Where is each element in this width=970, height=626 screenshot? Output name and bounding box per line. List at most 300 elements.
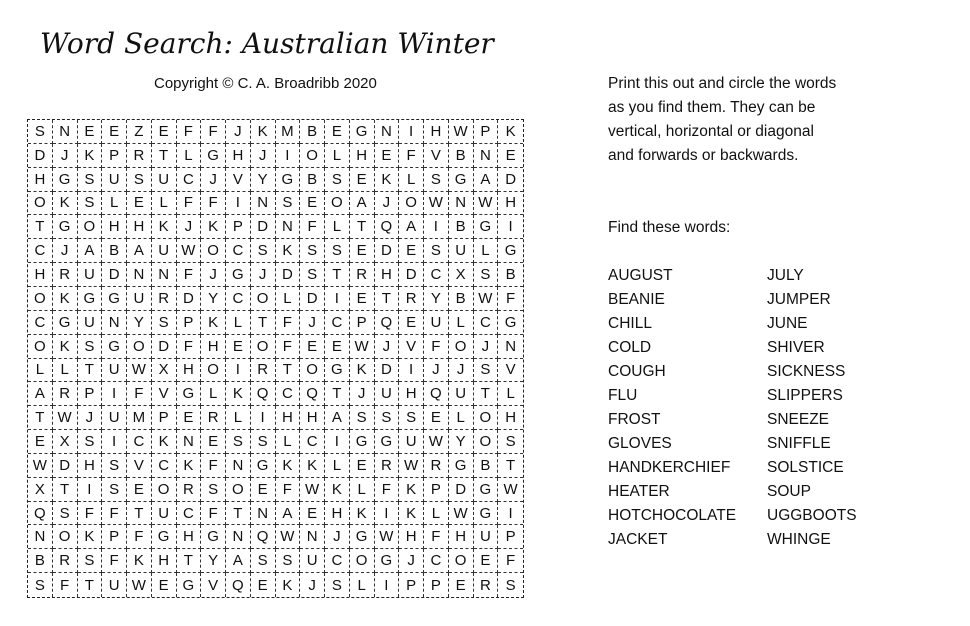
grid-cell[interactable]: S bbox=[300, 263, 325, 287]
grid-cell[interactable]: F bbox=[127, 525, 152, 549]
grid-cell[interactable]: G bbox=[177, 573, 202, 597]
grid-cell[interactable]: S bbox=[375, 406, 400, 430]
grid-cell[interactable]: C bbox=[424, 263, 449, 287]
grid-cell[interactable]: S bbox=[78, 192, 103, 216]
grid-cell[interactable]: K bbox=[276, 573, 301, 597]
grid-cell[interactable]: P bbox=[152, 406, 177, 430]
grid-cell[interactable]: F bbox=[53, 573, 78, 597]
grid-cell[interactable]: I bbox=[102, 382, 127, 406]
grid-cell[interactable]: W bbox=[449, 502, 474, 526]
grid-cell[interactable]: O bbox=[28, 335, 53, 359]
grid-cell[interactable]: F bbox=[102, 502, 127, 526]
grid-cell[interactable]: C bbox=[474, 311, 499, 335]
grid-cell[interactable]: C bbox=[28, 311, 53, 335]
grid-cell[interactable]: J bbox=[350, 382, 375, 406]
grid-cell[interactable]: S bbox=[53, 502, 78, 526]
grid-cell[interactable]: G bbox=[152, 525, 177, 549]
word-search-grid[interactable] bbox=[27, 119, 524, 598]
grid-cell[interactable]: M bbox=[276, 120, 301, 144]
grid-cell[interactable]: J bbox=[399, 549, 424, 573]
grid-cell[interactable]: B bbox=[474, 454, 499, 478]
grid-cell[interactable]: G bbox=[474, 215, 499, 239]
grid-cell[interactable]: L bbox=[350, 478, 375, 502]
grid-cell[interactable]: B bbox=[28, 549, 53, 573]
grid-cell[interactable]: T bbox=[53, 478, 78, 502]
grid-cell[interactable]: U bbox=[474, 525, 499, 549]
grid-cell[interactable]: L bbox=[449, 311, 474, 335]
grid-cell[interactable]: L bbox=[449, 406, 474, 430]
grid-cell[interactable]: E bbox=[498, 144, 523, 168]
grid-cell[interactable]: W bbox=[350, 335, 375, 359]
grid-cell[interactable]: E bbox=[226, 335, 251, 359]
grid-cell[interactable]: B bbox=[449, 144, 474, 168]
grid-cell[interactable]: W bbox=[53, 406, 78, 430]
grid-cell[interactable]: O bbox=[325, 192, 350, 216]
grid-cell[interactable]: N bbox=[102, 311, 127, 335]
grid-cell[interactable]: K bbox=[350, 359, 375, 383]
grid-cell[interactable]: S bbox=[201, 478, 226, 502]
grid-cell[interactable]: B bbox=[300, 120, 325, 144]
grid-cell[interactable]: E bbox=[177, 406, 202, 430]
grid-cell[interactable]: O bbox=[28, 287, 53, 311]
grid-cell[interactable]: S bbox=[300, 239, 325, 263]
grid-cell[interactable]: G bbox=[350, 120, 375, 144]
grid-cell[interactable]: G bbox=[498, 239, 523, 263]
grid-cell[interactable]: C bbox=[177, 502, 202, 526]
grid-cell[interactable]: S bbox=[251, 430, 276, 454]
grid-cell[interactable]: J bbox=[201, 263, 226, 287]
grid-cell[interactable]: K bbox=[399, 478, 424, 502]
grid-cell[interactable]: O bbox=[251, 335, 276, 359]
grid-cell[interactable]: L bbox=[177, 144, 202, 168]
grid-cell[interactable]: K bbox=[78, 525, 103, 549]
grid-cell[interactable]: S bbox=[78, 335, 103, 359]
grid-cell[interactable]: L bbox=[102, 192, 127, 216]
grid-cell[interactable]: G bbox=[449, 454, 474, 478]
grid-cell[interactable]: E bbox=[474, 549, 499, 573]
grid-cell[interactable]: U bbox=[449, 239, 474, 263]
grid-cell[interactable]: J bbox=[251, 144, 276, 168]
grid-cell[interactable]: A bbox=[78, 239, 103, 263]
grid-cell[interactable]: N bbox=[276, 215, 301, 239]
grid-cell[interactable]: E bbox=[350, 454, 375, 478]
grid-cell[interactable]: T bbox=[474, 382, 499, 406]
grid-cell[interactable]: U bbox=[449, 382, 474, 406]
grid-cell[interactable]: U bbox=[78, 263, 103, 287]
grid-cell[interactable]: Q bbox=[251, 382, 276, 406]
grid-cell[interactable]: D bbox=[300, 287, 325, 311]
grid-cell[interactable]: C bbox=[177, 168, 202, 192]
grid-cell[interactable]: K bbox=[152, 215, 177, 239]
grid-cell[interactable]: L bbox=[226, 406, 251, 430]
grid-cell[interactable]: S bbox=[424, 239, 449, 263]
grid-cell[interactable]: V bbox=[201, 573, 226, 597]
grid-cell[interactable]: L bbox=[276, 430, 301, 454]
grid-cell[interactable]: G bbox=[325, 359, 350, 383]
grid-cell[interactable]: S bbox=[424, 168, 449, 192]
grid-cell[interactable]: H bbox=[498, 192, 523, 216]
grid-cell[interactable]: G bbox=[375, 549, 400, 573]
grid-cell[interactable]: D bbox=[276, 263, 301, 287]
grid-cell[interactable]: R bbox=[177, 478, 202, 502]
grid-cell[interactable]: E bbox=[350, 239, 375, 263]
grid-cell[interactable]: J bbox=[78, 406, 103, 430]
grid-cell[interactable]: L bbox=[424, 502, 449, 526]
grid-cell[interactable]: P bbox=[102, 525, 127, 549]
grid-cell[interactable]: I bbox=[325, 430, 350, 454]
grid-cell[interactable]: U bbox=[152, 239, 177, 263]
grid-cell[interactable]: G bbox=[78, 287, 103, 311]
grid-cell[interactable]: N bbox=[127, 263, 152, 287]
grid-cell[interactable]: J bbox=[201, 168, 226, 192]
grid-cell[interactable]: B bbox=[449, 215, 474, 239]
grid-cell[interactable]: U bbox=[102, 406, 127, 430]
grid-cell[interactable]: P bbox=[102, 144, 127, 168]
grid-cell[interactable]: R bbox=[424, 454, 449, 478]
grid-cell[interactable]: I bbox=[102, 430, 127, 454]
grid-cell[interactable]: L bbox=[350, 573, 375, 597]
grid-cell[interactable]: V bbox=[127, 454, 152, 478]
grid-cell[interactable]: J bbox=[300, 573, 325, 597]
grid-cell[interactable]: G bbox=[474, 478, 499, 502]
grid-cell[interactable]: U bbox=[127, 287, 152, 311]
grid-cell[interactable]: D bbox=[498, 168, 523, 192]
grid-cell[interactable]: Z bbox=[127, 120, 152, 144]
grid-cell[interactable]: E bbox=[300, 192, 325, 216]
grid-cell[interactable]: F bbox=[276, 311, 301, 335]
grid-cell[interactable]: L bbox=[399, 168, 424, 192]
grid-cell[interactable]: T bbox=[325, 263, 350, 287]
grid-cell[interactable]: D bbox=[375, 239, 400, 263]
grid-cell[interactable]: W bbox=[375, 525, 400, 549]
grid-cell[interactable]: K bbox=[53, 335, 78, 359]
grid-cell[interactable]: E bbox=[251, 573, 276, 597]
grid-cell[interactable]: C bbox=[28, 239, 53, 263]
grid-cell[interactable]: Q bbox=[226, 573, 251, 597]
grid-cell[interactable]: T bbox=[498, 454, 523, 478]
grid-cell[interactable]: K bbox=[201, 311, 226, 335]
grid-cell[interactable]: H bbox=[177, 359, 202, 383]
grid-cell[interactable]: U bbox=[152, 502, 177, 526]
grid-cell[interactable]: F bbox=[177, 192, 202, 216]
grid-cell[interactable]: I bbox=[375, 502, 400, 526]
grid-cell[interactable]: F bbox=[201, 120, 226, 144]
grid-cell[interactable]: G bbox=[53, 215, 78, 239]
grid-cell[interactable]: F bbox=[375, 478, 400, 502]
grid-cell[interactable]: R bbox=[375, 454, 400, 478]
grid-cell[interactable]: T bbox=[78, 573, 103, 597]
grid-cell[interactable]: A bbox=[474, 168, 499, 192]
grid-cell[interactable]: O bbox=[53, 525, 78, 549]
grid-cell[interactable]: F bbox=[424, 335, 449, 359]
grid-cell[interactable]: V bbox=[498, 359, 523, 383]
grid-cell[interactable]: K bbox=[177, 454, 202, 478]
grid-cell[interactable]: A bbox=[276, 502, 301, 526]
grid-cell[interactable]: I bbox=[226, 192, 251, 216]
grid-cell[interactable]: G bbox=[498, 311, 523, 335]
grid-cell[interactable]: E bbox=[325, 335, 350, 359]
grid-cell[interactable]: L bbox=[325, 215, 350, 239]
grid-cell[interactable]: E bbox=[152, 573, 177, 597]
grid-cell[interactable]: P bbox=[350, 311, 375, 335]
grid-cell[interactable]: I bbox=[399, 120, 424, 144]
grid-cell[interactable]: T bbox=[226, 502, 251, 526]
grid-cell[interactable]: S bbox=[78, 549, 103, 573]
grid-cell[interactable]: W bbox=[498, 478, 523, 502]
grid-cell[interactable]: G bbox=[102, 287, 127, 311]
grid-cell[interactable]: O bbox=[474, 406, 499, 430]
grid-cell[interactable]: W bbox=[28, 454, 53, 478]
grid-cell[interactable]: F bbox=[300, 215, 325, 239]
grid-cell[interactable]: W bbox=[424, 430, 449, 454]
grid-cell[interactable]: S bbox=[498, 430, 523, 454]
grid-cell[interactable]: I bbox=[399, 359, 424, 383]
grid-cell[interactable]: G bbox=[474, 502, 499, 526]
grid-cell[interactable]: R bbox=[53, 263, 78, 287]
grid-cell[interactable]: Y bbox=[201, 549, 226, 573]
grid-cell[interactable]: T bbox=[375, 287, 400, 311]
grid-cell[interactable]: Y bbox=[201, 287, 226, 311]
grid-cell[interactable]: S bbox=[276, 192, 301, 216]
grid-cell[interactable]: D bbox=[53, 454, 78, 478]
grid-cell[interactable]: E bbox=[325, 120, 350, 144]
grid-cell[interactable]: O bbox=[78, 215, 103, 239]
grid-cell[interactable]: A bbox=[350, 192, 375, 216]
grid-cell[interactable]: U bbox=[102, 359, 127, 383]
grid-cell[interactable]: J bbox=[325, 525, 350, 549]
grid-cell[interactable]: K bbox=[201, 215, 226, 239]
grid-cell[interactable]: H bbox=[226, 144, 251, 168]
grid-cell[interactable]: E bbox=[152, 120, 177, 144]
grid-cell[interactable]: B bbox=[300, 168, 325, 192]
grid-cell[interactable]: T bbox=[78, 359, 103, 383]
grid-cell[interactable]: V bbox=[226, 168, 251, 192]
grid-cell[interactable]: S bbox=[78, 168, 103, 192]
grid-cell[interactable]: P bbox=[399, 573, 424, 597]
grid-cell[interactable]: S bbox=[152, 311, 177, 335]
grid-cell[interactable]: U bbox=[78, 311, 103, 335]
grid-cell[interactable]: G bbox=[350, 430, 375, 454]
grid-cell[interactable]: G bbox=[226, 263, 251, 287]
grid-cell[interactable]: H bbox=[201, 335, 226, 359]
grid-cell[interactable]: K bbox=[350, 502, 375, 526]
grid-cell[interactable]: H bbox=[127, 215, 152, 239]
grid-cell[interactable]: K bbox=[300, 454, 325, 478]
grid-cell[interactable]: Y bbox=[449, 430, 474, 454]
grid-cell[interactable]: U bbox=[424, 311, 449, 335]
grid-cell[interactable]: A bbox=[226, 549, 251, 573]
grid-cell[interactable]: J bbox=[375, 192, 400, 216]
grid-cell[interactable]: F bbox=[424, 525, 449, 549]
grid-cell[interactable]: U bbox=[102, 168, 127, 192]
grid-cell[interactable]: W bbox=[300, 478, 325, 502]
grid-cell[interactable]: K bbox=[276, 239, 301, 263]
grid-cell[interactable]: T bbox=[152, 144, 177, 168]
grid-cell[interactable]: O bbox=[152, 478, 177, 502]
grid-cell[interactable]: H bbox=[449, 525, 474, 549]
grid-cell[interactable]: F bbox=[399, 144, 424, 168]
grid-cell[interactable]: S bbox=[505, 576, 516, 594]
grid-cell[interactable]: G bbox=[201, 525, 226, 549]
grid-cell[interactable]: F bbox=[276, 335, 301, 359]
grid-cell[interactable]: T bbox=[28, 406, 53, 430]
grid-cell[interactable]: Y bbox=[127, 311, 152, 335]
grid-cell[interactable]: B bbox=[102, 239, 127, 263]
grid-cell[interactable]: O bbox=[300, 144, 325, 168]
grid-cell[interactable]: O bbox=[226, 478, 251, 502]
grid-cell[interactable]: O bbox=[201, 359, 226, 383]
grid-cell[interactable]: L bbox=[53, 359, 78, 383]
grid-cell[interactable]: W bbox=[449, 120, 474, 144]
grid-cell[interactable]: K bbox=[53, 287, 78, 311]
grid-cell[interactable]: T bbox=[177, 549, 202, 573]
grid-cell[interactable]: N bbox=[300, 525, 325, 549]
grid-cell[interactable]: W bbox=[177, 239, 202, 263]
grid-cell[interactable]: U bbox=[102, 573, 127, 597]
grid-cell[interactable]: N bbox=[474, 144, 499, 168]
grid-cell[interactable]: B bbox=[498, 263, 523, 287]
grid-cell[interactable]: U bbox=[300, 549, 325, 573]
grid-cell[interactable]: I bbox=[325, 287, 350, 311]
grid-cell[interactable]: J bbox=[251, 263, 276, 287]
grid-cell[interactable]: X bbox=[449, 263, 474, 287]
grid-cell[interactable]: D bbox=[449, 478, 474, 502]
grid-cell[interactable]: S bbox=[102, 478, 127, 502]
grid-cell[interactable]: E bbox=[127, 192, 152, 216]
grid-cell[interactable]: S bbox=[127, 168, 152, 192]
grid-cell[interactable]: V bbox=[152, 382, 177, 406]
grid-cell[interactable]: O bbox=[201, 239, 226, 263]
grid-cell[interactable]: E bbox=[251, 478, 276, 502]
grid-cell[interactable]: M bbox=[127, 406, 152, 430]
grid-cell[interactable]: H bbox=[300, 406, 325, 430]
grid-cell[interactable]: F bbox=[498, 287, 523, 311]
grid-cell[interactable]: F bbox=[201, 192, 226, 216]
grid-cell[interactable]: X bbox=[152, 359, 177, 383]
grid-cell[interactable]: X bbox=[28, 478, 53, 502]
grid-cell[interactable]: N bbox=[53, 120, 78, 144]
grid-cell[interactable]: D bbox=[251, 215, 276, 239]
grid-cell[interactable]: U bbox=[399, 430, 424, 454]
grid-cell[interactable]: O bbox=[449, 335, 474, 359]
grid-cell[interactable]: N bbox=[449, 192, 474, 216]
grid-cell[interactable]: W bbox=[399, 454, 424, 478]
grid-cell[interactable]: N bbox=[28, 525, 53, 549]
grid-cell[interactable]: Q bbox=[251, 525, 276, 549]
grid-cell[interactable]: G bbox=[375, 430, 400, 454]
grid-cell[interactable]: L bbox=[152, 192, 177, 216]
grid-cell[interactable]: S bbox=[78, 430, 103, 454]
grid-cell[interactable]: J bbox=[53, 239, 78, 263]
grid-cell[interactable]: W bbox=[424, 192, 449, 216]
grid-cell[interactable]: G bbox=[53, 168, 78, 192]
grid-cell[interactable]: W bbox=[127, 359, 152, 383]
grid-cell[interactable]: G bbox=[251, 454, 276, 478]
grid-cell[interactable]: S bbox=[102, 454, 127, 478]
grid-cell[interactable]: K bbox=[127, 549, 152, 573]
grid-cell[interactable]: A bbox=[399, 215, 424, 239]
grid-cell[interactable]: S bbox=[325, 239, 350, 263]
grid-cell[interactable]: J bbox=[226, 120, 251, 144]
grid-cell[interactable]: R bbox=[152, 287, 177, 311]
grid-cell[interactable]: C bbox=[226, 239, 251, 263]
grid-cell[interactable]: E bbox=[127, 478, 152, 502]
grid-cell[interactable]: G bbox=[177, 382, 202, 406]
grid-cell[interactable]: H bbox=[177, 525, 202, 549]
grid-cell[interactable]: H bbox=[375, 263, 400, 287]
grid-cell[interactable]: E bbox=[28, 430, 53, 454]
grid-cell[interactable]: E bbox=[102, 120, 127, 144]
grid-cell[interactable]: V bbox=[399, 335, 424, 359]
grid-cell[interactable]: C bbox=[424, 549, 449, 573]
grid-cell[interactable]: P bbox=[424, 478, 449, 502]
grid-cell[interactable]: H bbox=[325, 502, 350, 526]
grid-cell[interactable]: L bbox=[474, 239, 499, 263]
grid-cell[interactable]: E bbox=[449, 573, 474, 597]
grid-cell[interactable]: I bbox=[375, 573, 400, 597]
grid-cell[interactable]: B bbox=[449, 287, 474, 311]
grid-cell[interactable]: R bbox=[251, 359, 276, 383]
grid-cell[interactable]: O bbox=[251, 287, 276, 311]
grid-cell[interactable]: K bbox=[226, 382, 251, 406]
grid-cell[interactable]: N bbox=[177, 430, 202, 454]
grid-cell[interactable]: S bbox=[325, 168, 350, 192]
grid-cell[interactable]: P bbox=[498, 525, 523, 549]
grid-cell[interactable]: J bbox=[300, 311, 325, 335]
grid-cell[interactable]: R bbox=[399, 287, 424, 311]
grid-cell[interactable]: O bbox=[300, 359, 325, 383]
grid-cell[interactable]: I bbox=[251, 406, 276, 430]
grid-cell[interactable]: F bbox=[276, 478, 301, 502]
grid-cell[interactable]: E bbox=[350, 287, 375, 311]
grid-cell[interactable]: S bbox=[251, 239, 276, 263]
grid-cell[interactable]: H bbox=[399, 382, 424, 406]
grid-cell[interactable]: Y bbox=[424, 287, 449, 311]
grid-cell[interactable]: C bbox=[152, 454, 177, 478]
grid-cell[interactable]: H bbox=[424, 120, 449, 144]
grid-cell[interactable]: W bbox=[474, 192, 499, 216]
grid-cell[interactable]: D bbox=[102, 263, 127, 287]
grid-cell[interactable]: O bbox=[28, 192, 53, 216]
grid-cell[interactable]: O bbox=[127, 335, 152, 359]
grid-cell[interactable]: W bbox=[276, 525, 301, 549]
grid-cell[interactable]: K bbox=[251, 120, 276, 144]
grid-cell[interactable]: P bbox=[226, 215, 251, 239]
grid-cell[interactable]: H bbox=[28, 263, 53, 287]
grid-cell[interactable]: U bbox=[375, 382, 400, 406]
grid-cell[interactable]: E bbox=[424, 406, 449, 430]
grid-cell[interactable]: R bbox=[53, 382, 78, 406]
grid-cell[interactable]: N bbox=[375, 120, 400, 144]
grid-cell[interactable]: S bbox=[350, 406, 375, 430]
grid-cell[interactable]: W bbox=[127, 573, 152, 597]
grid-cell[interactable]: E bbox=[300, 335, 325, 359]
grid-cell[interactable]: K bbox=[399, 502, 424, 526]
grid-cell[interactable]: A bbox=[127, 239, 152, 263]
grid-cell[interactable]: F bbox=[177, 120, 202, 144]
grid-cell[interactable]: L bbox=[325, 454, 350, 478]
grid-cell[interactable]: D bbox=[177, 287, 202, 311]
grid-cell[interactable]: S bbox=[251, 549, 276, 573]
grid-cell[interactable]: K bbox=[375, 168, 400, 192]
grid-cell[interactable]: T bbox=[350, 215, 375, 239]
grid-cell[interactable]: H bbox=[102, 215, 127, 239]
grid-cell[interactable]: H bbox=[276, 406, 301, 430]
grid-cell[interactable]: P bbox=[78, 382, 103, 406]
grid-cell[interactable]: R bbox=[350, 263, 375, 287]
grid-cell[interactable]: Q bbox=[375, 215, 400, 239]
grid-cell[interactable]: D bbox=[375, 359, 400, 383]
